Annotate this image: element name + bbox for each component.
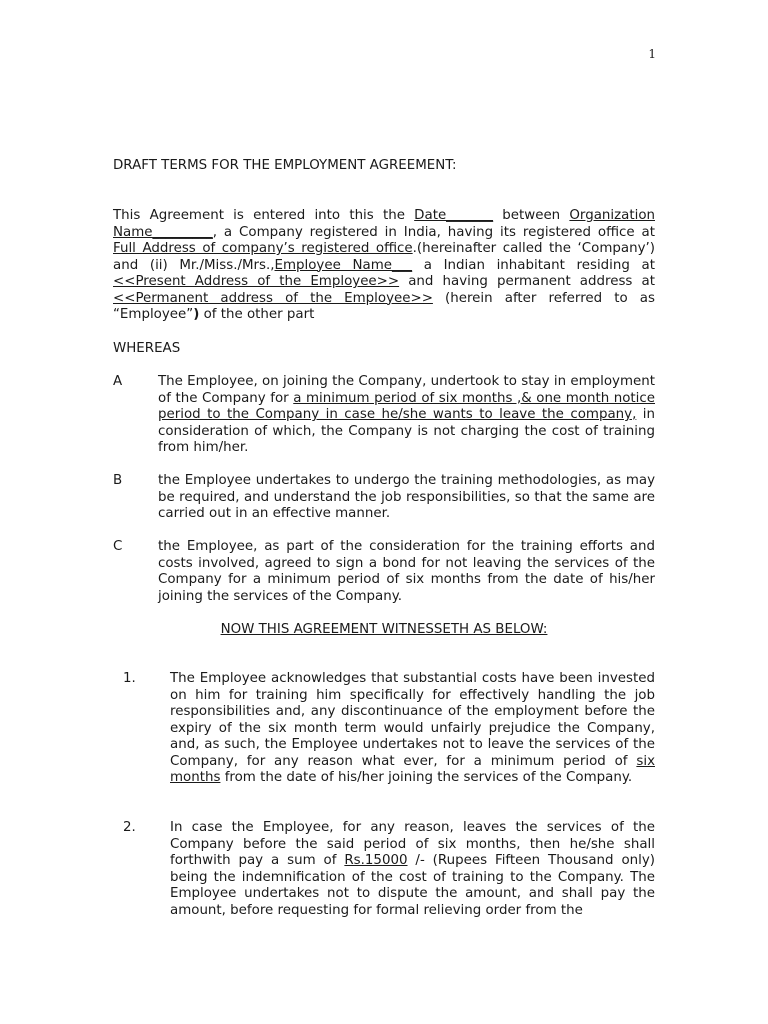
recital-c [113, 539, 655, 605]
document-title: DRAFT TERMS FOR THE EMPLOYMENT AGREEMENT: [113, 158, 457, 173]
clause-2 [113, 820, 655, 919]
minimum-period-clause: a minimum period of six months ,& one month notice period to the Company in case he/she wants to leave the company, [158, 390, 655, 422]
clause-text-part: from the date of his/her joining the services of the Company. [220, 770, 633, 785]
intro-text: , a Company registered in India, having its registered office at [212, 224, 655, 240]
date-placeholder: Date_______ [414, 208, 494, 223]
present-address-placeholder: <<Present Address of the Employee>> [113, 274, 400, 289]
clause-1 [113, 671, 655, 787]
recital-text: the Employee, as part of the consideration for the training efforts and costs involved, agreed to sign a bond for not leaving the services of the Company for a minimum period of six months from the date of his/her joining the services of the Company. [158, 539, 655, 604]
recital-text: the Employee undertakes to undergo the training methodologies, as may be required, and understand the job responsibilities, so that the same are carried out in an effective manner. [158, 473, 655, 521]
office-address-placeholder: Full Address of company’s registered office [113, 241, 413, 256]
intro-text: a Indian inhabitant residing at [412, 257, 655, 273]
clause-number: 1. [123, 671, 136, 686]
six-months-term: six months [170, 753, 655, 785]
intro-text: .(hereinafter called the ‘Company’) and (ii) Mr./Miss./Mrs., [113, 241, 655, 273]
recital-b [113, 473, 655, 523]
recital-letter: C [113, 539, 123, 554]
recital-letter: B [113, 473, 123, 488]
clause-text-part: /- (Rupees Fifteen Thousand only) being the indemnification of the cost of training to the Company. The Employee undertakes not to dispute the amount, and shall pay the amount, before requesting for formal relieving order from the [170, 853, 655, 918]
intro-paragraph [113, 208, 655, 324]
organization-name-placeholder: Organization Name_________ [113, 208, 655, 240]
clause-text-part: The Employee acknowledges that substantial costs have been invested on him for training him specifically for effectively handling the job responsibilities and, any discontinuance of the employment before the expiry of the six month term would unfairly prejudice the Company, and, as such, the Employee undertakes not to leave the services of the Company, for any reason what ever, for a minimum period of [170, 671, 655, 769]
recital-text-part: in consideration of which, the Company is not charging the cost of training from him/her. [158, 407, 655, 455]
indemnity-amount: Rs.15000 [344, 853, 408, 868]
intro-text: (herein after referred to as “Employee” [113, 290, 655, 322]
permanent-address-placeholder: <<Permanent address of the Employee>> [113, 290, 433, 306]
intro-text: of the other part [199, 307, 315, 322]
intro-text: This Agreement is entered into this the [113, 208, 415, 223]
clause-text [170, 820, 655, 919]
page-number: 1 [648, 47, 656, 61]
clause-text-part: In case the Employee, for any reason, leaves the services of the Company before the said period of six months, then he/she shall forthwith pay a sum of [170, 820, 655, 868]
recital-letter: A [113, 374, 123, 389]
intro-text: and having permanent address at [399, 274, 655, 289]
witness-heading: NOW THIS AGREEMENT WITNESSETH AS BELOW: [220, 622, 548, 637]
closing-parenthesis: ) [193, 307, 200, 322]
recital-a [113, 374, 655, 457]
recital-text-part: The Employee, on joining the Company, undertook to stay in employment of the Company for [158, 374, 655, 406]
recital-text [158, 374, 655, 457]
clause-text [170, 671, 655, 787]
employee-name-placeholder: Employee Name___ [274, 257, 413, 273]
intro-text: between [493, 208, 570, 223]
whereas-heading: WHEREAS [113, 341, 181, 356]
clause-number: 2. [123, 820, 136, 835]
